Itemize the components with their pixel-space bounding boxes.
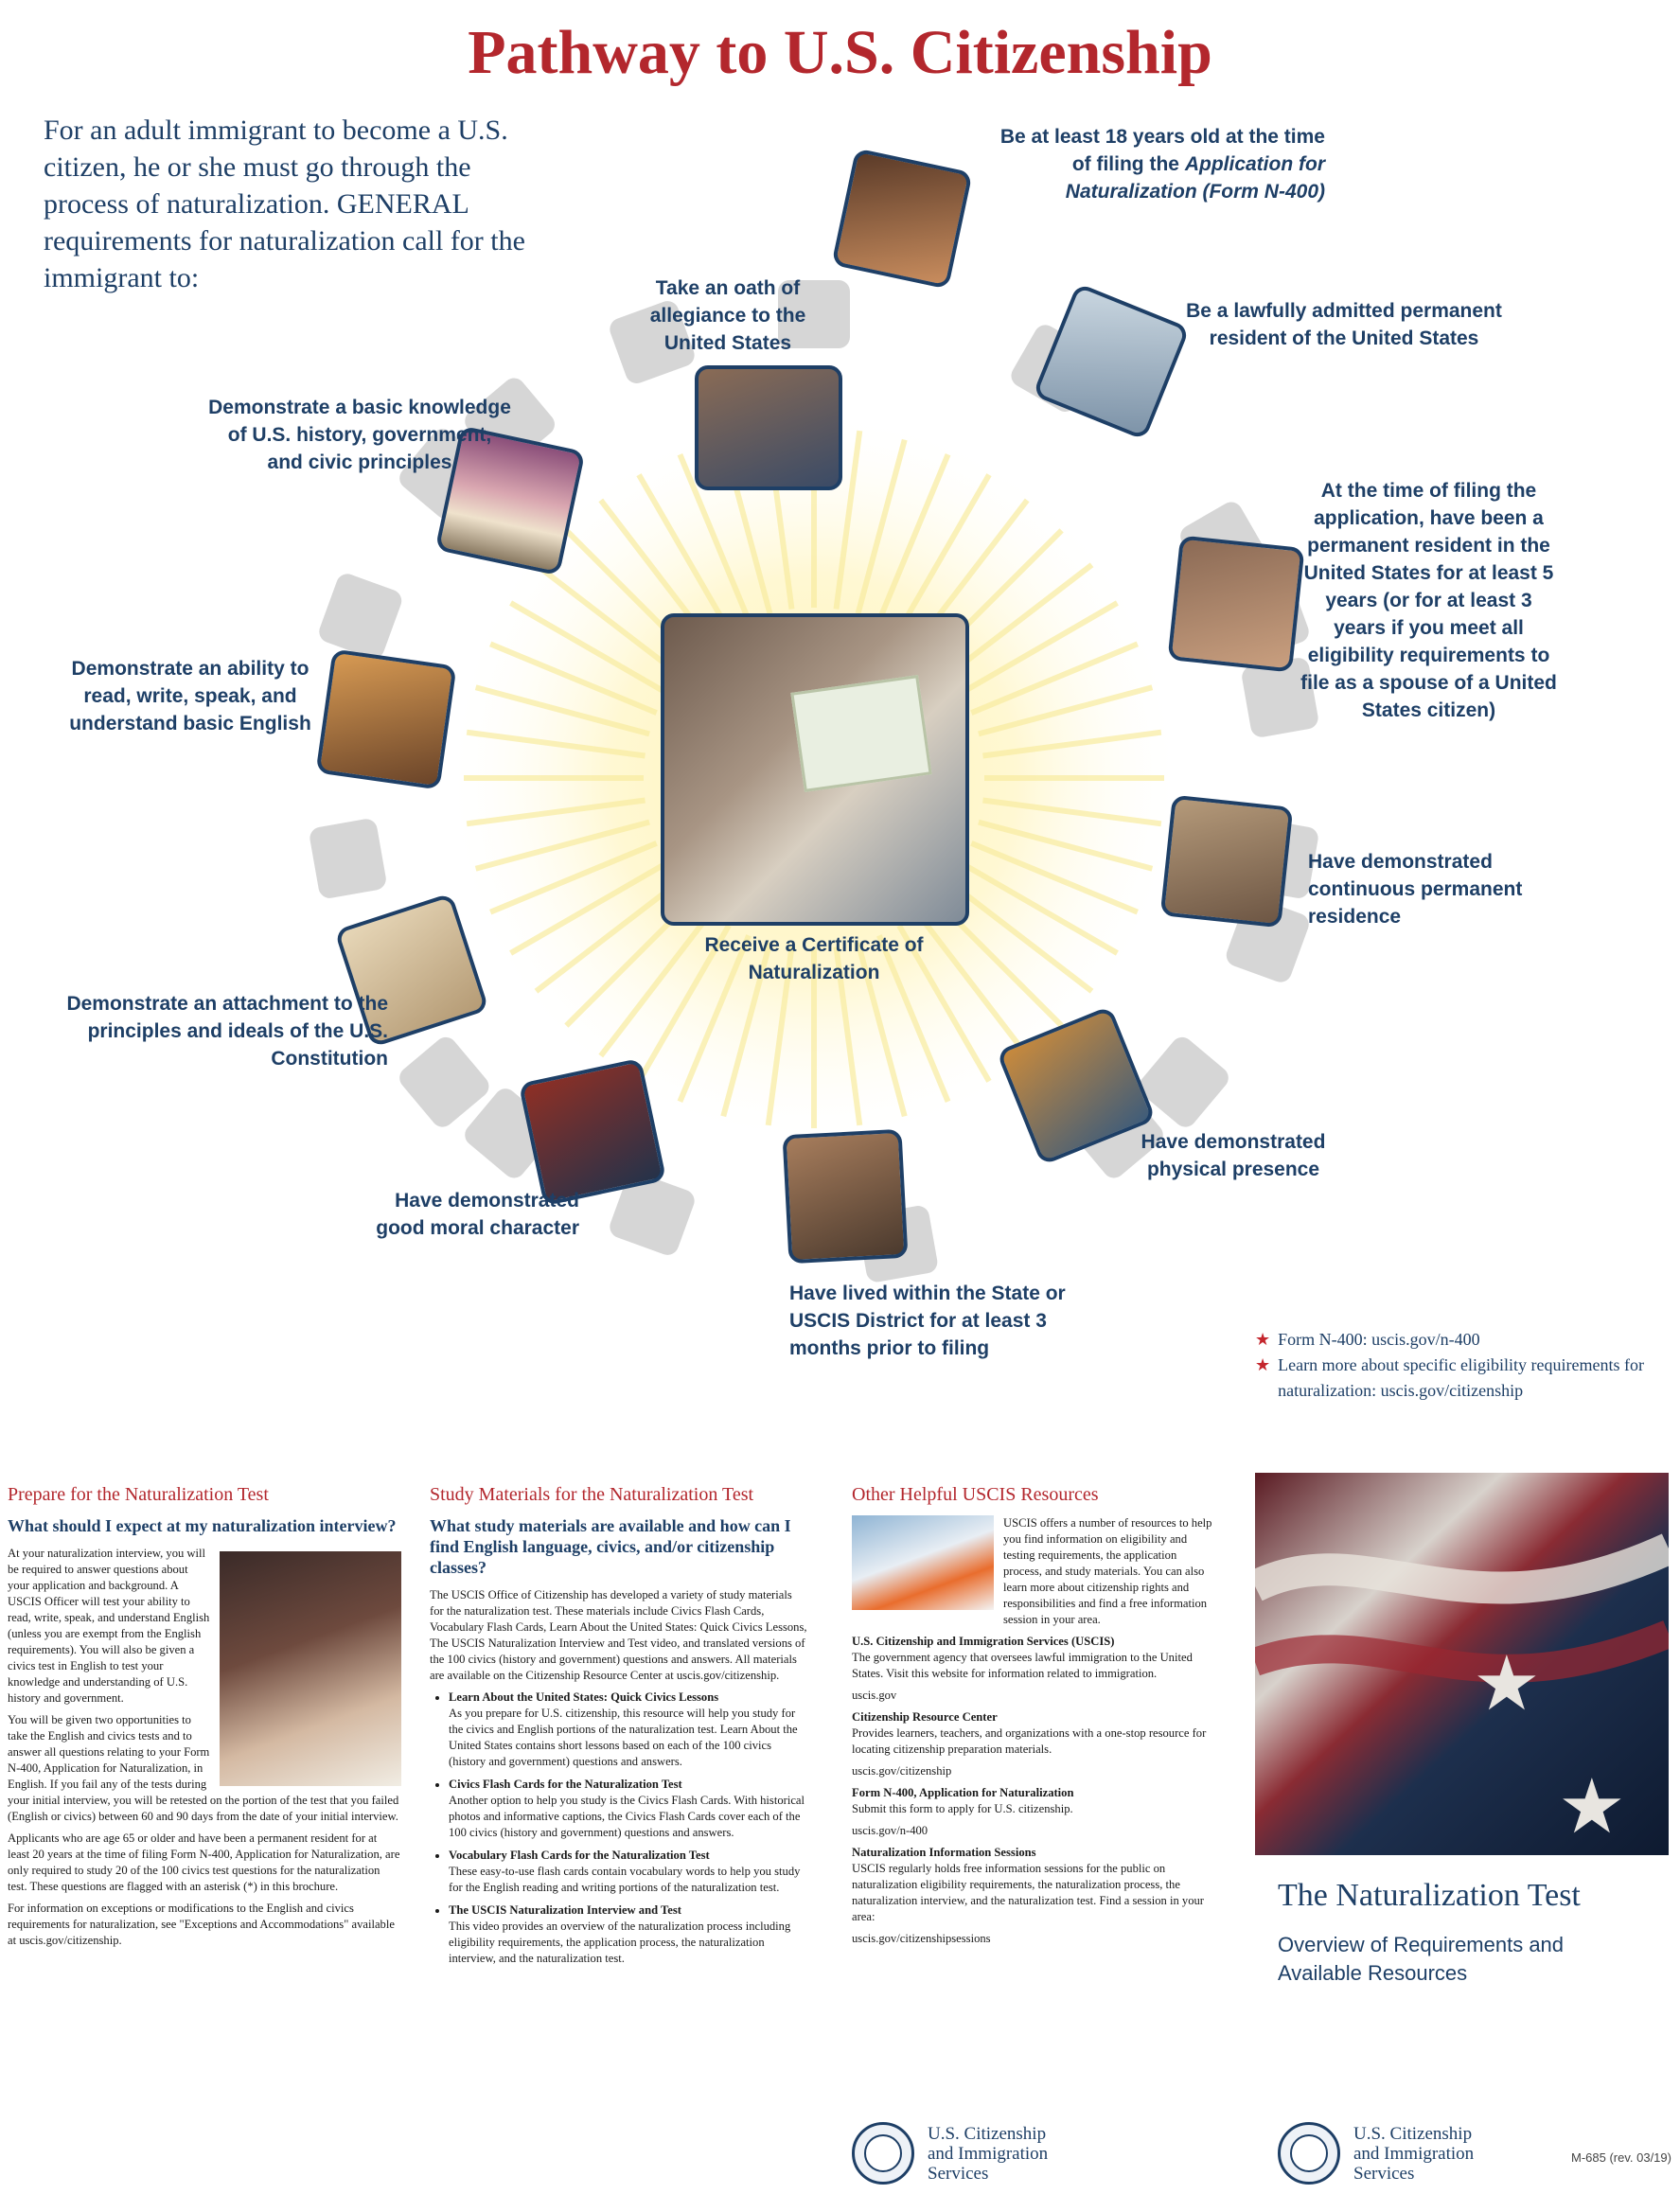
req-residence-years: At the time of filing the application, have been a permanent resident in the United States for at least 5 years (or for at least 3 years if you meet all eligibility requirements to file as a spouse of a United States citizen) [1300,480,1557,721]
req-constitution: Demonstrate an attachment to the principles and ideals of the U.S. Constitution [66,993,388,1070]
list-item [449,1690,808,1770]
req-age-line1: Be at least 18 years old at the time [999,126,1325,148]
col3-intro: USCIS offers a number of resources to help you find information on eligibility and testing requirements, the application process, and study materials. You can also learn more about citizenship rights and responsibilities and find a free information session in your area. [1003,1516,1212,1626]
req-age-line3: Naturalization (Form N-400) [1065,181,1325,203]
dhs-seal-icon [1278,2122,1340,2185]
resource-section [852,1845,1215,1925]
center-label: Receive a Certificate of Naturalization [704,934,924,983]
svg-text:★: ★ [1473,1639,1541,1727]
officer-photo [519,1058,667,1207]
agency-name-left [928,2124,1048,2184]
gray-block [309,817,388,899]
dhs-seal-icon [852,2122,914,2185]
column-prepare [8,1484,401,1955]
req-state-residence: Have lived within the State or USCIS District for at least 3 months prior to filing [789,1283,1066,1359]
resource-link[interactable]: uscis.gov [852,1689,897,1702]
agency-line2: and Immigration [928,2144,1049,2164]
col3-heading: Other Helpful USCIS Resources [852,1484,1099,1505]
list-item [449,1848,808,1896]
col2-subheading: What study materials are available and how can I find English language, civics, and/or citizenship classes? [430,1516,791,1577]
certificate-photo [661,613,969,926]
column-study-materials [430,1484,808,1973]
col2-paragraph-1: The USCIS Office of Citizenship has developed a variety of study materials for the naturalization test. These materials include Civics Flash Cards, Vocabulary Flash Cards, Learn About the United States: Quick Civics Lessons, The USCIS Naturalization Interview and Test video, and translated versions of the 100 civics (history and government) questions and answers. All materials are available on the Citizenship Resource Center at uscis.gov/citizenship. [430,1588,807,1682]
req-age [852,123,1325,205]
agency-line2: and Immigration [1353,2144,1475,2164]
col1-paragraph-3: Applicants who are age 65 or older and have been a permanent resident for at least 20 years at the time of filing Form N-400, Application for Naturalization, are only required to study 20 of the 100 civics test questions for the naturalization test. These questions are flagged with an asterisk (*) in this brochure. [8,1831,400,1893]
resource-title: Citizenship Resource Center [852,1710,998,1724]
resource-text: USCIS regularly holds free information sessions for the public on naturalization eligibility requirements, the naturalization process, the naturalization interview, and the naturalization test. Find a session in your area: [852,1862,1205,1923]
presenter-photo [852,1515,994,1610]
col2-body [430,1587,808,1967]
reading-family-photo [1160,795,1294,929]
req-age-line2: of filing the [1071,153,1179,175]
agency-line1: U.S. Citizenship [1353,2124,1473,2144]
resource-title: Form N-400, Application for Naturalization [852,1786,1074,1799]
req-moral-character: Have demonstrated good moral character [376,1190,579,1239]
student-studying-photo [220,1551,401,1786]
source-n400-text: Form N-400: uscis.gov/n-400 [1278,1330,1480,1349]
item-title: • Vocabulary Flash Cards for the Naturalization Test [449,1849,710,1862]
study-materials-list [430,1690,808,1967]
req-oath: Take an oath of allegiance to the United States [649,277,806,354]
agency-line3: Services [1353,2164,1415,2184]
student-writing-photo [315,648,456,789]
resource-link[interactable]: uscis.gov/n-400 [852,1824,928,1837]
family-photo [1167,535,1304,672]
column-resources [852,1484,1215,1953]
req-physical-presence: Have demonstrated physical presence [1141,1131,1326,1180]
flag-photo [1255,1473,1669,1855]
item-title: • Civics Flash Cards for the Naturalization Test [449,1778,682,1791]
page-title: Pathway to U.S. Citizenship [468,18,1212,87]
item-title: • The USCIS Naturalization Interview and Test [449,1903,681,1917]
col1-paragraph-1: At your naturalization interview, you will be required to answer questions about your application and background. A USCIS Officer will test your ability to read, write, speak, and understand English (unless you are exempt from the English requirements). You will also be given a civics test in English to test your knowledge and understanding of U.S. history and government. [8,1547,210,1705]
agency-name-right [1353,2124,1474,2184]
form-code: M-685 (rev. 03/19) [1571,2150,1671,2165]
resource-title: U.S. Citizenship and Immigration Services (USCIS) [852,1635,1115,1648]
col1-heading: Prepare for the Naturalization Test [8,1484,269,1505]
uscis-logo-right [1278,2120,1562,2188]
resource-text: Submit this form to apply for U.S. citizenship. [852,1802,1073,1815]
req-age-line2-italic: Application for [1184,153,1325,175]
item-text: Another option to help you study is the Civics Flash Cards. With historical photos and informative captions, the Civics Flash Cards cover each of the 100 civics (history and government) questions and answers. [449,1794,805,1839]
item-title: • Learn About the United States: Quick Civics Lessons [449,1690,719,1704]
resource-section [852,1709,1215,1758]
intro-text: For an adult immigrant to become a U.S. citizen, he or she must go through the process of naturalization. GENERAL requirements for naturalization call for the immigrant to: [44,115,525,293]
resource-title: Naturalization Information Sessions [852,1846,1036,1859]
req-continuous-residence: Have demonstrated continuous permanent residence [1308,851,1523,928]
item-text: This video provides an overview of the naturalization process including eligibility requirements, the application process, the naturalization interview, and the naturalization test. [449,1920,791,1965]
agency-line1: U.S. Citizenship [928,2124,1047,2144]
uscis-logo-left [852,2120,1136,2188]
col1-subheading: What should I expect at my naturalization interview? [8,1516,397,1535]
star-icon: ★ [1255,1355,1271,1374]
sources-list [1255,1327,1671,1404]
resource-text: Provides learners, teachers, and organizations with a one-stop resource for locating citizenship preparation materials. [852,1726,1207,1756]
flag-graphic [1255,1473,1669,1855]
resource-text: The government agency that oversees lawful immigration to the United States. Visit this website for information related to immigration. [852,1651,1193,1680]
agency-line3: Services [928,2164,989,2184]
resource-section [852,1785,1215,1817]
list-item [449,1777,808,1841]
gray-block [316,571,405,662]
col1-paragraph-4: For information on exceptions or modifications to the English and civics requirements for naturalization, see "Exceptions and Accommodations" available at uscis.gov/citizenship. [8,1902,395,1947]
req-civics: Demonstrate a basic knowledge of U.S. history, government, and civic principles [208,397,511,473]
resource-link[interactable]: uscis.gov/citizenship [852,1764,952,1778]
svg-text:★: ★ [1558,1762,1626,1850]
certificate-graphic [790,675,931,792]
house-family-photo [783,1129,909,1264]
col2-heading: Study Materials for the Naturalization Test [430,1484,754,1505]
req-lpr: Be a lawfully admitted permanent resident of the United States [1186,300,1502,349]
oath-photo [695,365,842,490]
list-item [449,1902,808,1967]
source-n400[interactable] [1255,1327,1671,1353]
item-text: As you prepare for U.S. citizenship, this resource will help you study for the civics and English portions of the naturalization test. Learn About the United States contains short lessons based on each of the 100 civics (history and government) questions and answers. [449,1707,798,1768]
col3-body [852,1515,1215,1947]
item-text: These easy-to-use flash cards contain vocabulary words to help you study for the English reading and writing portions of the naturalization test. [449,1865,801,1894]
source-learn-text: Learn more about specific eligibility requirements for naturalization: uscis.gov/citizenship [1278,1355,1644,1400]
cover-title: The Naturalization Test [1278,1878,1581,1913]
cover-subtitle: Overview of Requirements and Available Resources [1278,1933,1565,1985]
star-icon: ★ [1255,1330,1271,1349]
col1-body [8,1546,401,1949]
col1-paragraph-2: You will be given two opportunities to take the English and civics tests and to answer all questions relating to your Form N-400, Application for Naturalization, in English. If you fail any of the tests during your initial interview, you will be retested on the portion of the test that you failed (English or civics) between 60 and 90 days from the date of your initial interview. [8,1713,399,1823]
resource-section [852,1634,1215,1682]
source-learn[interactable] [1255,1353,1671,1404]
req-english: Demonstrate an ability to read, write, speak, and understand basic English [69,658,311,734]
resource-link[interactable]: uscis.gov/citizenshipsessions [852,1932,991,1945]
